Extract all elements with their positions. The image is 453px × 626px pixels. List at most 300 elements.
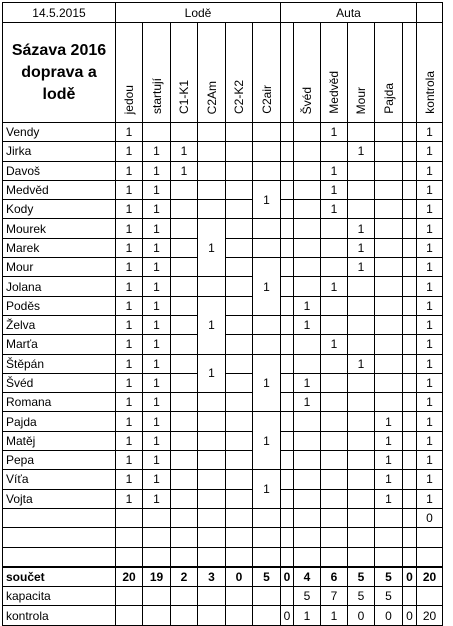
spacer-cell xyxy=(281,180,294,199)
cell-c2air xyxy=(253,123,281,142)
cell-c2am xyxy=(198,277,226,296)
cell-jedou: 1 xyxy=(116,123,143,142)
cell-pajda xyxy=(375,123,403,142)
cell-jedou xyxy=(116,508,143,527)
cell-c2k2 xyxy=(226,606,253,625)
spacer-cell xyxy=(403,219,417,238)
cell-startuji xyxy=(143,547,171,567)
cell-c1k1 xyxy=(171,315,198,334)
row-name: Marťa xyxy=(3,335,116,354)
cell-jedou: 1 xyxy=(116,335,143,354)
col-header-kontrola: kontrola xyxy=(422,71,437,114)
cell-kontrola: 1 xyxy=(417,451,443,470)
cell-medved xyxy=(321,528,348,547)
cell-c2k2 xyxy=(226,238,253,257)
cell-mour xyxy=(348,547,375,567)
cell-jedou: 1 xyxy=(116,373,143,392)
cell-c1k1: 1 xyxy=(171,161,198,180)
cell-sved: 4 xyxy=(294,567,321,587)
cell-sved: 1 xyxy=(294,393,321,412)
table-row xyxy=(3,489,443,508)
cell-c2air: 1 xyxy=(253,258,281,316)
cell-c1k1 xyxy=(171,219,198,238)
cell-medved xyxy=(321,258,348,277)
cell-c2am: 3 xyxy=(198,567,226,587)
cell-c2am xyxy=(198,470,226,489)
spacer-cell xyxy=(281,123,294,142)
cell-startuji xyxy=(143,606,171,625)
cell-startuji: 1 xyxy=(143,219,171,238)
cell-c1k1 xyxy=(171,200,198,219)
cell-kontrola: 1 xyxy=(417,123,443,142)
cell-startuji: 1 xyxy=(143,451,171,470)
cell-sved xyxy=(294,470,321,489)
cell-c1k1 xyxy=(171,489,198,508)
cell-mour xyxy=(348,412,375,431)
row-name: Vendy xyxy=(3,123,116,142)
table-row xyxy=(3,412,443,431)
cell-kontrola xyxy=(417,528,443,547)
cell-kontrola: 1 xyxy=(417,335,443,354)
cell-sved xyxy=(294,489,321,508)
cell-c2k2 xyxy=(226,296,253,315)
cell-blank: 0 xyxy=(403,606,417,625)
cell-kontrola: 1 xyxy=(417,277,443,296)
cell-jedou xyxy=(116,547,143,567)
cell-pajda: 1 xyxy=(375,412,403,431)
cell-mour: 1 xyxy=(348,219,375,238)
cell-kontrola: 1 xyxy=(417,142,443,161)
row-name: Jirka xyxy=(3,142,116,161)
cell-c2k2 xyxy=(226,470,253,489)
cell-medved xyxy=(321,489,348,508)
col-header-mour: Mour xyxy=(354,86,368,114)
cell-pajda: 0 xyxy=(375,606,403,625)
cell-pajda xyxy=(375,180,403,199)
cell-jedou: 1 xyxy=(116,142,143,161)
cell-kontrola: 1 xyxy=(417,238,443,257)
cell-jedou: 1 xyxy=(116,180,143,199)
row-name: Pepa xyxy=(3,451,116,470)
cell-jedou: 1 xyxy=(116,238,143,257)
spacer-cell xyxy=(281,258,294,277)
cell-extra: 0 xyxy=(281,567,294,587)
cell-kontrola: 1 xyxy=(417,315,443,334)
cell-medved xyxy=(321,373,348,392)
cell-medved xyxy=(321,470,348,489)
cell-c1k1 xyxy=(171,354,198,373)
cell-c2air: 1 xyxy=(253,470,281,509)
cell-c2k2 xyxy=(226,277,253,296)
row-name: Vojta xyxy=(3,489,116,508)
cell-kontrola: 1 xyxy=(417,373,443,392)
cell-extra: 0 xyxy=(281,606,294,625)
row-name: Davoš xyxy=(3,161,116,180)
cell-c2am xyxy=(198,587,226,606)
cell-kontrola: 1 xyxy=(417,354,443,373)
cell-c2am xyxy=(198,489,226,508)
table-row xyxy=(3,123,443,142)
spacer-cell xyxy=(403,470,417,489)
cell-c2am: 1 xyxy=(198,296,226,354)
cell-medved xyxy=(321,354,348,373)
cell-medved xyxy=(321,412,348,431)
cell-mour xyxy=(348,315,375,334)
spacer-cell xyxy=(281,161,294,180)
spacer-cell xyxy=(281,393,294,412)
cell-c2k2 xyxy=(226,315,253,334)
cell-c1k1 xyxy=(171,123,198,142)
table-row xyxy=(3,451,443,470)
cell-c1k1 xyxy=(171,412,198,431)
cell-c2air: 1 xyxy=(253,180,281,219)
cell-pajda xyxy=(375,335,403,354)
cell-jedou xyxy=(116,587,143,606)
cell-c1k1 xyxy=(171,277,198,296)
cell-jedou: 1 xyxy=(116,219,143,238)
col-header-medved: Medvěd xyxy=(327,71,341,114)
cell-c2k2 xyxy=(226,451,253,470)
cell-jedou: 1 xyxy=(116,412,143,431)
row-name: Marek xyxy=(3,238,116,257)
cell-extra xyxy=(281,587,294,606)
cell-pajda xyxy=(375,161,403,180)
spacer-cell xyxy=(403,315,417,334)
cell-sved xyxy=(294,412,321,431)
cell-kontrola: 1 xyxy=(417,431,443,450)
spacer-cell xyxy=(403,180,417,199)
cell-startuji: 1 xyxy=(143,354,171,373)
cell-medved: 1 xyxy=(321,123,348,142)
cell-c2k2 xyxy=(226,587,253,606)
cell-pajda xyxy=(375,508,403,527)
cell-jedou xyxy=(116,606,143,625)
table-row xyxy=(3,528,443,547)
cell-startuji: 1 xyxy=(143,258,171,277)
spacer-cell xyxy=(403,451,417,470)
cell-sved xyxy=(294,451,321,470)
row-name: Jolana xyxy=(3,277,116,296)
table-row xyxy=(3,180,443,199)
spacer-cell xyxy=(281,200,294,219)
cell-startuji: 1 xyxy=(143,315,171,334)
group-header-cars: Auta xyxy=(281,3,417,23)
spacer-cell xyxy=(281,373,294,392)
table-row xyxy=(3,296,443,315)
cell-medved xyxy=(321,451,348,470)
spacer-cell xyxy=(281,335,294,354)
cell-medved: 1 xyxy=(321,180,348,199)
cell-c1k1 xyxy=(171,528,198,547)
cell-pajda xyxy=(375,393,403,412)
cell-pajda xyxy=(375,315,403,334)
spacer-cell xyxy=(281,451,294,470)
row-name: Poděs xyxy=(3,296,116,315)
spacer-cell xyxy=(281,528,294,547)
cell-medved xyxy=(321,431,348,450)
cell-pajda: 1 xyxy=(375,489,403,508)
cell-c2air xyxy=(253,161,281,180)
cell-c2am xyxy=(198,451,226,470)
cell-mour xyxy=(348,335,375,354)
cell-pajda: 1 xyxy=(375,451,403,470)
cell-c2am xyxy=(198,547,226,567)
cell-kontrola: 1 xyxy=(417,393,443,412)
cell-startuji: 1 xyxy=(143,373,171,392)
cell-kontrola: 1 xyxy=(417,180,443,199)
cell-c2k2 xyxy=(226,528,253,547)
cell-jedou: 1 xyxy=(116,451,143,470)
row-name: Matěj xyxy=(3,431,116,450)
cell-jedou xyxy=(116,528,143,547)
cell-c1k1 xyxy=(171,180,198,199)
cell-startuji: 1 xyxy=(143,412,171,431)
cell-pajda xyxy=(375,528,403,547)
cell-sved xyxy=(294,354,321,373)
spacer-cell xyxy=(281,412,294,431)
cell-mour xyxy=(348,123,375,142)
table-row xyxy=(3,431,443,450)
spacer-cell xyxy=(403,296,417,315)
cell-jedou: 1 xyxy=(116,200,143,219)
cell-medved xyxy=(321,142,348,161)
cell-c2k2 xyxy=(226,219,253,238)
cell-sved xyxy=(294,123,321,142)
cell-c2am xyxy=(198,393,226,412)
row-name xyxy=(3,508,116,527)
cell-c1k1 xyxy=(171,587,198,606)
spacer-cell xyxy=(403,142,417,161)
table-row xyxy=(3,142,443,161)
col-header-startuji: startují xyxy=(149,77,164,114)
cell-jedou: 1 xyxy=(116,489,143,508)
cell-mour xyxy=(348,161,375,180)
cell-startuji: 1 xyxy=(143,142,171,161)
cell-c1k1 xyxy=(171,258,198,277)
cell-medved xyxy=(321,238,348,257)
cell-kontrola: 1 xyxy=(417,200,443,219)
cell-c1k1 xyxy=(171,508,198,527)
cell-c2air: 1 xyxy=(253,412,281,470)
cell-startuji: 1 xyxy=(143,470,171,489)
cell-c1k1 xyxy=(171,373,198,392)
table-row xyxy=(3,354,443,373)
cell-startuji: 1 xyxy=(143,277,171,296)
cell-c2am xyxy=(198,123,226,142)
col-header-jedou: jedou xyxy=(122,84,136,114)
group-header-boats: Lodě xyxy=(116,3,281,23)
spacer-cell xyxy=(281,219,294,238)
summary-row xyxy=(3,606,443,625)
cell-pajda xyxy=(375,200,403,219)
cell-c2air: 1 xyxy=(253,354,281,412)
col-header-c2k2: C2-K2 xyxy=(232,79,246,114)
cell-c2air xyxy=(253,142,281,161)
spacer-cell xyxy=(403,489,417,508)
table-row xyxy=(3,508,443,527)
cell-jedou: 20 xyxy=(116,567,143,587)
cell-startuji: 1 xyxy=(143,296,171,315)
cell-c2k2 xyxy=(226,354,253,373)
cell-mour xyxy=(348,528,375,547)
table-row xyxy=(3,200,443,219)
cell-medved xyxy=(321,296,348,315)
cell-startuji: 1 xyxy=(143,431,171,450)
col-header-c2air: C2air xyxy=(259,85,274,114)
cell-sved xyxy=(294,161,321,180)
table-row xyxy=(3,219,443,238)
cell-c2am xyxy=(198,200,226,219)
cell-sved xyxy=(294,258,321,277)
cell-pajda: 1 xyxy=(375,431,403,450)
cell-startuji xyxy=(143,508,171,527)
cell-mour xyxy=(348,470,375,489)
cell-c2k2 xyxy=(226,489,253,508)
cell-c2k2 xyxy=(226,412,253,431)
cell-sved xyxy=(294,200,321,219)
cell-blank: 0 xyxy=(403,567,417,587)
cell-medved: 1 xyxy=(321,335,348,354)
cell-mour xyxy=(348,431,375,450)
summary-row xyxy=(3,567,443,587)
cell-c2am xyxy=(198,161,226,180)
cell-c2am xyxy=(198,606,226,625)
cell-mour xyxy=(348,489,375,508)
cell-c1k1 xyxy=(171,470,198,489)
cell-c1k1: 2 xyxy=(171,567,198,587)
cell-mour xyxy=(348,200,375,219)
cell-mour: 0 xyxy=(348,606,375,625)
cell-pajda: 5 xyxy=(375,567,403,587)
cell-kontrola: 1 xyxy=(417,161,443,180)
cell-startuji xyxy=(143,587,171,606)
cell-c2air xyxy=(253,606,281,625)
spacer-cell xyxy=(403,200,417,219)
row-name: kontrola xyxy=(3,606,116,625)
cell-kontrola: 1 xyxy=(417,412,443,431)
cell-startuji: 1 xyxy=(143,238,171,257)
row-name xyxy=(3,547,116,567)
spacer-cell xyxy=(403,123,417,142)
cell-medved: 7 xyxy=(321,587,348,606)
cell-c1k1 xyxy=(171,451,198,470)
cell-medved xyxy=(321,508,348,527)
spacer-cell xyxy=(281,508,294,527)
row-name: Štěpán xyxy=(3,354,116,373)
cell-kontrola xyxy=(417,587,443,606)
cell-sved xyxy=(294,142,321,161)
col-header-pajda: Pajda xyxy=(381,83,396,114)
spacer-cell xyxy=(403,161,417,180)
cell-startuji: 1 xyxy=(143,335,171,354)
cell-kontrola: 0 xyxy=(417,508,443,527)
spacer-cell xyxy=(403,335,417,354)
spacer-cell xyxy=(281,354,294,373)
col-header-sved: Švéd xyxy=(300,86,314,114)
cell-c2air xyxy=(253,219,281,238)
cell-c2am: 1 xyxy=(198,354,226,393)
cell-c1k1 xyxy=(171,296,198,315)
cell-sved: 5 xyxy=(294,587,321,606)
table-row xyxy=(3,277,443,296)
cell-c2am xyxy=(198,431,226,450)
cell-mour: 1 xyxy=(348,142,375,161)
cell-pajda xyxy=(375,296,403,315)
cell-startuji: 1 xyxy=(143,180,171,199)
cell-c2air xyxy=(253,238,281,257)
cell-pajda xyxy=(375,354,403,373)
cell-jedou: 1 xyxy=(116,431,143,450)
spacer-cell xyxy=(281,296,294,315)
cell-jedou: 1 xyxy=(116,354,143,373)
row-name: Želva xyxy=(3,315,116,334)
cell-jedou: 1 xyxy=(116,393,143,412)
cell-startuji xyxy=(143,123,171,142)
cell-sved: 1 xyxy=(294,606,321,625)
cell-c2k2 xyxy=(226,258,253,277)
cell-c2air xyxy=(253,547,281,567)
cell-sved: 1 xyxy=(294,296,321,315)
cell-c1k1 xyxy=(171,606,198,625)
cell-mour xyxy=(348,451,375,470)
row-name: Švéd xyxy=(3,373,116,392)
cell-c2k2 xyxy=(226,373,253,392)
cell-kontrola: 1 xyxy=(417,296,443,315)
spacer-cell xyxy=(403,238,417,257)
cell-medved xyxy=(321,219,348,238)
cell-pajda xyxy=(375,238,403,257)
cell-startuji xyxy=(143,528,171,547)
cell-pajda xyxy=(375,142,403,161)
cell-c2air xyxy=(253,335,281,354)
cell-mour: 5 xyxy=(348,587,375,606)
table-row xyxy=(3,161,443,180)
cell-kontrola: 20 xyxy=(417,606,443,625)
cell-mour xyxy=(348,508,375,527)
cell-pajda xyxy=(375,277,403,296)
cell-c2air xyxy=(253,528,281,547)
cell-c2k2 xyxy=(226,431,253,450)
row-name: Kody xyxy=(3,200,116,219)
cell-jedou: 1 xyxy=(116,296,143,315)
cell-medved: 1 xyxy=(321,200,348,219)
cell-pajda: 1 xyxy=(375,470,403,489)
cell-c2k2: 0 xyxy=(226,567,253,587)
cell-pajda: 5 xyxy=(375,587,403,606)
row-name: Mourek xyxy=(3,219,116,238)
cell-kontrola: 1 xyxy=(417,219,443,238)
cell-c2air xyxy=(253,508,281,527)
cell-medved: 1 xyxy=(321,606,348,625)
cell-c2am xyxy=(198,142,226,161)
spacer-cell xyxy=(403,412,417,431)
spacer-cell xyxy=(403,547,417,567)
cell-c2k2 xyxy=(226,123,253,142)
cell-blank xyxy=(403,587,417,606)
cell-c1k1 xyxy=(171,431,198,450)
spacer-cell xyxy=(281,489,294,508)
col-header-c2am: C2Am xyxy=(204,80,219,114)
cell-c1k1 xyxy=(171,393,198,412)
cell-c2k2 xyxy=(226,508,253,527)
table-row xyxy=(3,547,443,567)
row-name: kapacita xyxy=(3,587,116,606)
spacer-cell xyxy=(281,470,294,489)
cell-c1k1 xyxy=(171,335,198,354)
cell-jedou: 1 xyxy=(116,315,143,334)
cell-medved xyxy=(321,315,348,334)
cell-c2k2 xyxy=(226,200,253,219)
